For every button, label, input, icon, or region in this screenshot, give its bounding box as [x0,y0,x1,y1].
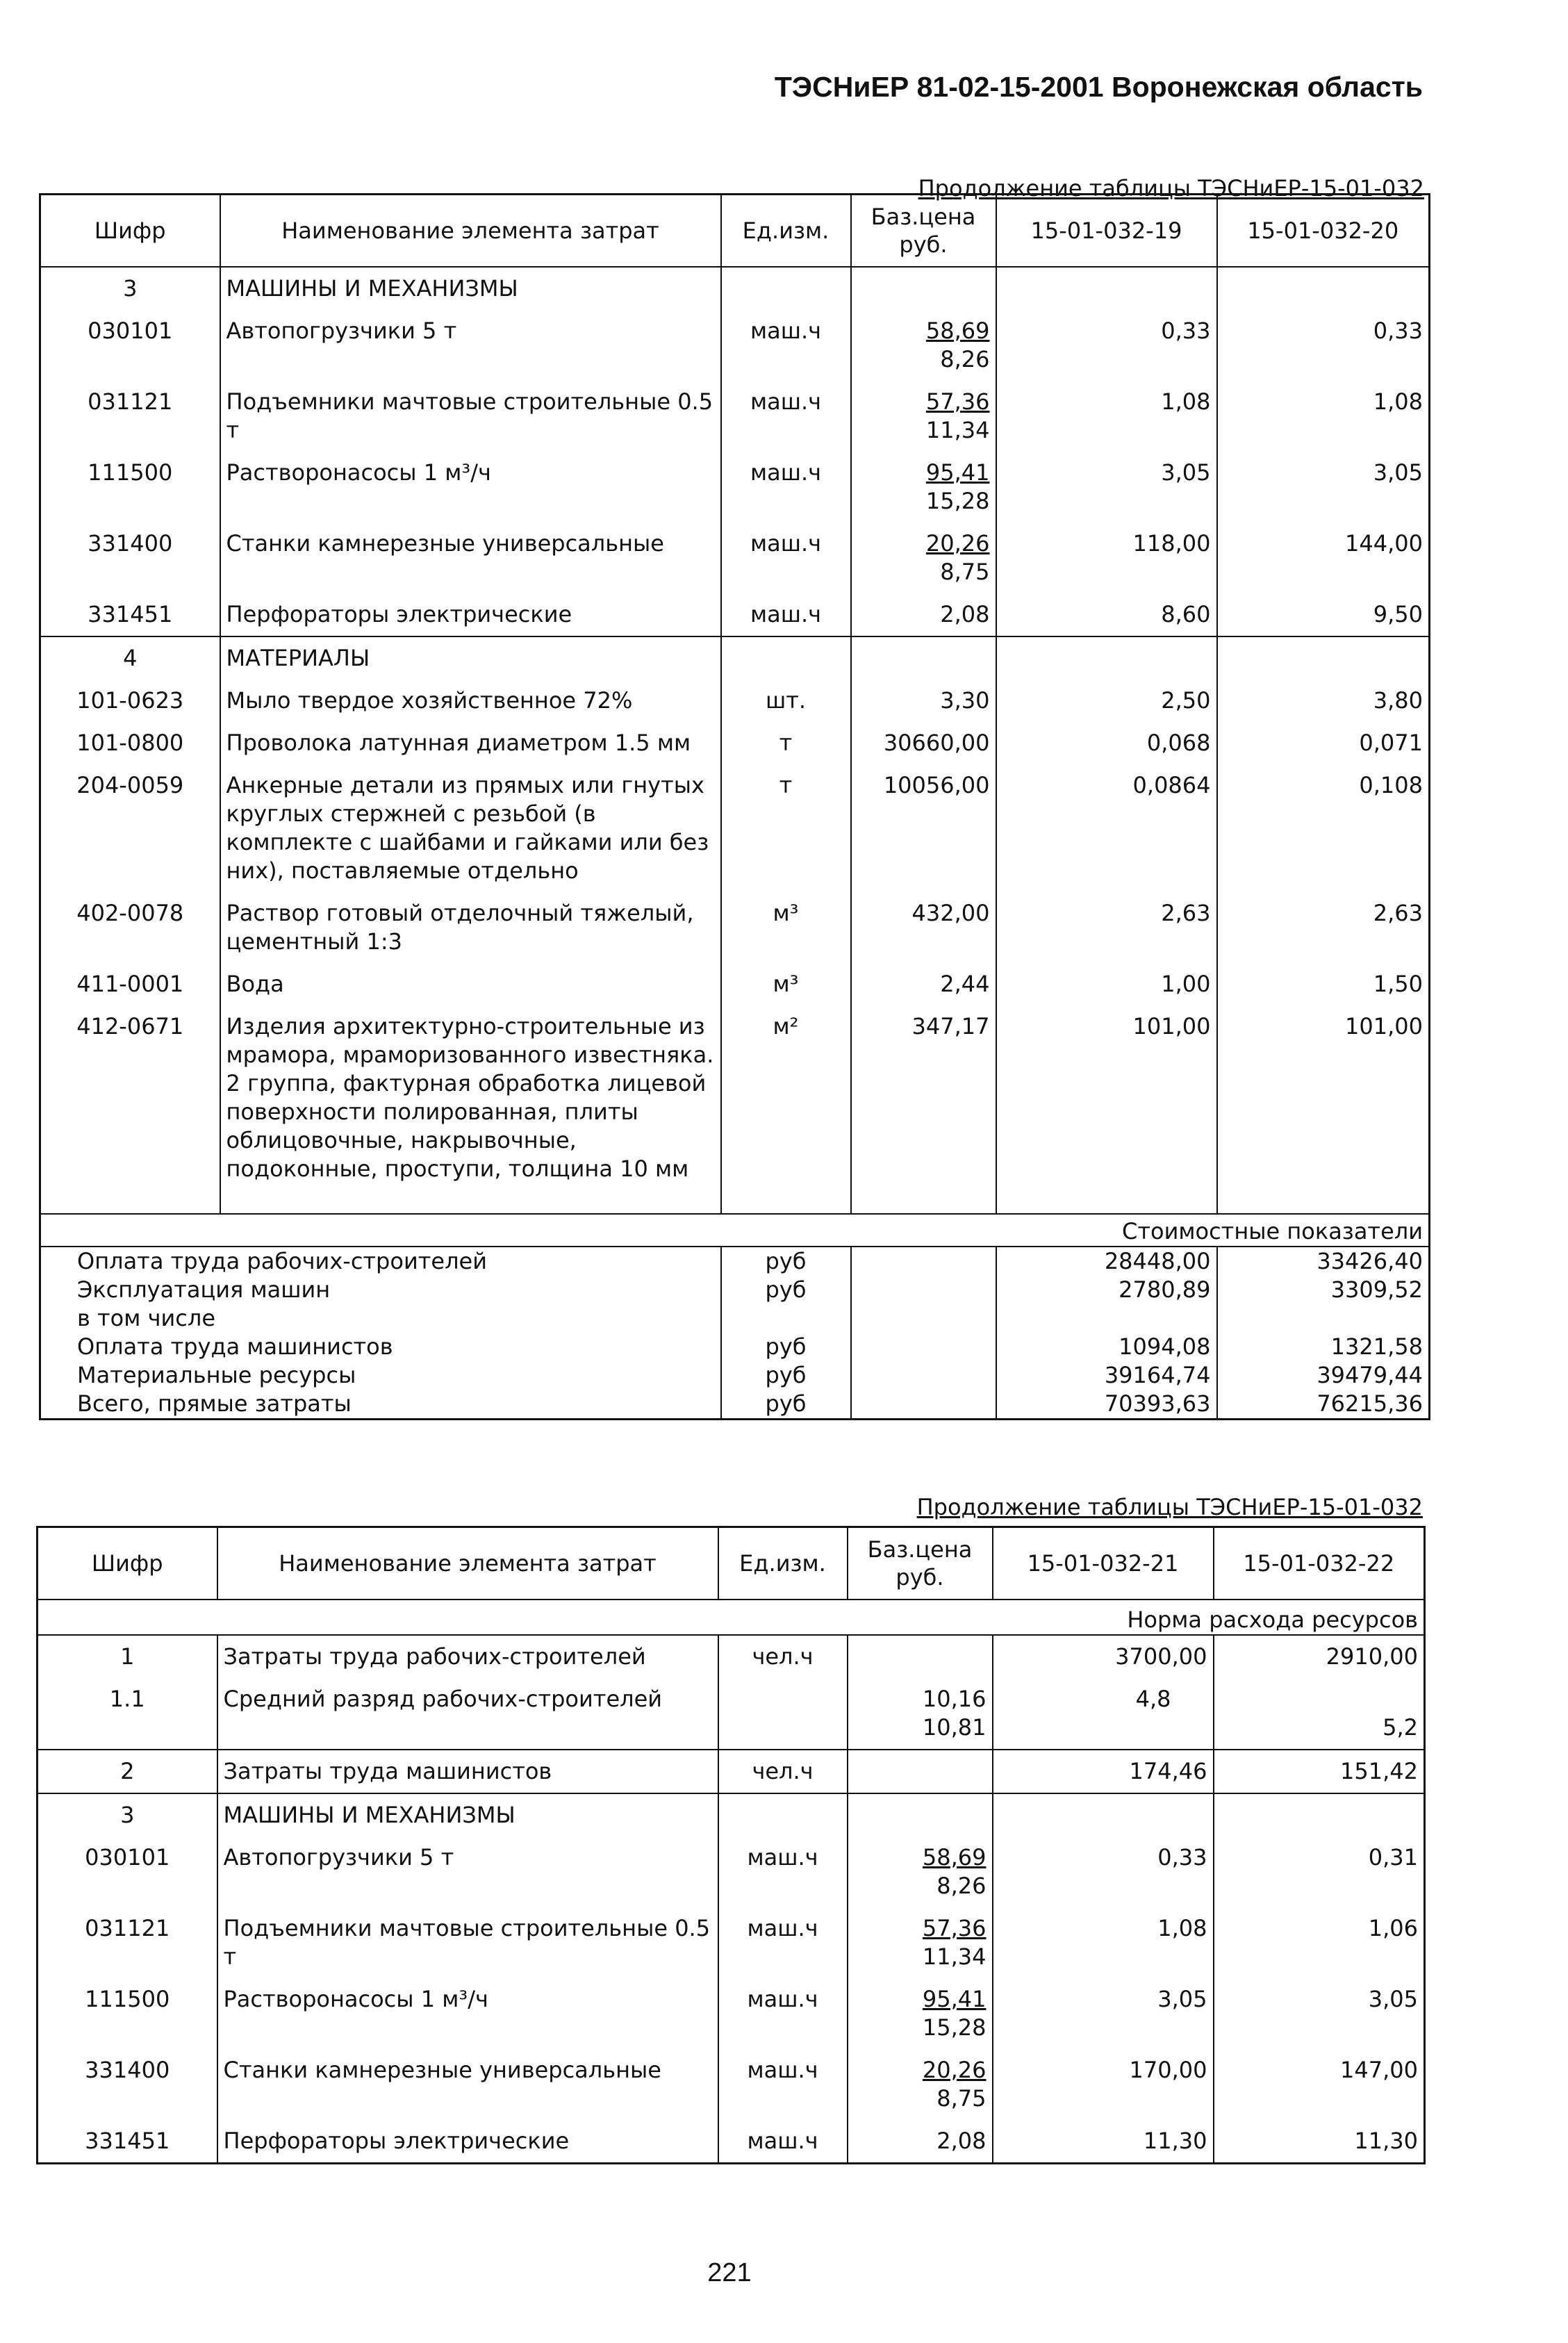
norm-value-2: 144,00 [1345,530,1423,557]
resource-code: 331400 [40,523,220,593]
operator-wage: 11,34 [922,1943,987,1970]
grade-value: 5,2 [1383,1714,1418,1741]
norm-value-2: 0,071 [1359,730,1423,756]
col-header-price: Баз.цена руб. [848,1527,993,1600]
resource-unit: м² [721,1005,851,1214]
cost-value-2: 39479,44 [1317,1362,1423,1388]
base-price-cell [848,2049,993,2120]
cost-name: Всего, прямые затраты [40,1390,721,1420]
norm-value-1: 2,63 [996,892,1217,963]
resource-name: Перфораторы электрические [217,2120,718,2164]
table-row [40,680,1430,722]
empty-cell [996,636,1217,680]
cost-value-2 [1217,1304,1430,1333]
resource-unit: чел.ч [718,1635,848,1678]
grade-value-1 [993,1678,1214,1750]
resource-unit: м³ [721,892,851,963]
cost-unit [721,1304,851,1333]
cost-row [40,1304,1430,1333]
resource-unit: маш.ч [718,2049,848,2120]
empty-cell [1214,1793,1425,1836]
norm-value-1: 0,33 [993,1836,1214,1907]
table-row [38,1836,1425,1907]
table1-caption: Продолжение таблицы ТЭСНиЕР-15-01-032 [918,175,1424,202]
section-code: 3 [38,1793,217,1836]
table-row [40,722,1430,764]
table-row [40,593,1430,636]
norm-value-2: 0,31 [1368,1844,1418,1871]
base-price-cell [851,381,996,452]
table-row [38,2049,1425,2120]
resource-code: 412-0671 [40,1005,220,1214]
cost-unit: руб [721,1361,851,1390]
cost-value-2: 1321,58 [1330,1333,1423,1360]
operator-wage: 8,26 [936,1873,987,1899]
resource-code: 101-0623 [40,680,220,722]
norm-value-1: 101,00 [996,1005,1217,1214]
operator-wage: 8,26 [940,346,990,372]
col-header-norm-21: 15-01-032-21 [993,1527,1214,1600]
norm-value-2: 2,63 [1373,900,1423,926]
resource-name: Подъемники мачтовые строительные 0.5 т [217,1907,718,1978]
operator-wage: 8,75 [940,559,990,585]
section-title: МАТЕРИАЛЫ [220,636,721,680]
resource-code: 331451 [38,2120,217,2164]
base-price-cell: 2,08 [848,2120,993,2164]
norm-value-2: 11,30 [1354,2128,1418,2154]
norm-header-row [38,1600,1425,1635]
norm-value-1: 0,33 [996,310,1217,381]
section-code: 3 [40,267,220,310]
table-row [40,381,1430,452]
resource-code: 402-0078 [40,892,220,963]
cost-value-1: 70393,63 [996,1390,1217,1420]
labor-row [38,1635,1425,1678]
norm-value-2: 1,08 [1373,388,1423,415]
resource-code: 1.1 [38,1678,217,1750]
norm-value-2: 1,06 [1368,1915,1418,1941]
resource-code: 1 [38,1635,217,1678]
cost-name: Эксплуатация машин [40,1276,721,1304]
norm-value-2: 101,00 [1345,1013,1423,1039]
grade-value-2 [1214,1678,1425,1750]
col-header-code: Шифр [38,1527,217,1600]
empty-cell [851,636,996,680]
norm-value-2: 147,00 [1340,2057,1418,2083]
empty-cell [851,1276,996,1304]
col-header-norm-22: 15-01-032-22 [1214,1527,1425,1600]
page-number: 221 [707,2258,752,2287]
norm-value-2: 3,05 [1373,459,1423,486]
table-row [38,1907,1425,1978]
resource-name: Проволока латунная диаметром 1.5 мм [220,722,721,764]
resource-code: 031121 [40,381,220,452]
empty-cell [851,267,996,310]
cost-value-2: 76215,36 [1317,1390,1423,1417]
resource-unit: маш.ч [721,381,851,452]
resource-name: Перфораторы электрические [220,593,721,636]
empty-cell [851,1247,996,1276]
resource-unit: т [721,764,851,892]
resource-name: Подъемники мачтовые строительные 0.5 т [220,381,721,452]
table-row [40,764,1430,892]
base-price-cell: 432,00 [851,892,996,963]
norm-value-2: 151,42 [1214,1750,1425,1793]
col-header-price: Баз.цена руб. [851,195,996,268]
base-price-cell [848,1836,993,1907]
document-header: ТЭСНиЕР 81-02-15-2001 Воронежская область [774,71,1423,103]
cost-name: Оплата труда рабочих-строителей [40,1247,721,1276]
resource-code: 204-0059 [40,764,220,892]
base-price: 57,36 [925,388,990,415]
norm-header: Норма расхода ресурсов [38,1600,1425,1635]
grade-prices [848,1678,993,1750]
cost-value-1: 2780,89 [996,1276,1217,1304]
resource-unit: маш.ч [721,452,851,523]
resource-name: Станки камнерезные универсальные [217,2049,718,2120]
base-price-cell: 2,08 [851,593,996,636]
resource-unit: маш.ч [721,523,851,593]
base-price-cell: 2,44 [851,963,996,1005]
base-price: 58,69 [922,1844,987,1871]
resource-name: Затраты труда машинистов [217,1750,718,1793]
operator-wage: 8,75 [936,2085,987,2112]
resource-name: Средний разряд рабочих-строителей [217,1678,718,1750]
cost-value-2: 3309,52 [1330,1276,1423,1303]
table1 [39,193,1430,1420]
cost-row [40,1390,1430,1420]
table-row [40,523,1430,593]
resource-name: Растворонасосы 1 м³/ч [220,452,721,523]
table2-header-row [38,1527,1425,1600]
section-row [38,1793,1425,1836]
norm-value-1: 1,08 [993,1907,1214,1978]
base-price: 95,41 [925,459,990,486]
resource-name: Раствор готовый отделочный тяжелый, цементный 1:3 [220,892,721,963]
base-price-cell: 30660,00 [851,722,996,764]
table-row [40,310,1430,381]
norm-value-1: 8,60 [996,593,1217,636]
norm-value-1: 0,0864 [996,764,1217,892]
empty-cell [718,1793,848,1836]
norm-value-1: 3,05 [996,452,1217,523]
empty-cell [1217,636,1430,680]
table-row [40,892,1430,963]
base-price: 95,41 [922,1986,987,2012]
norm-value-1: 3700,00 [993,1635,1214,1678]
base-price-cell [851,452,996,523]
resource-unit: маш.ч [718,2120,848,2164]
base-price-cell: 3,30 [851,680,996,722]
section-title: МАШИНЫ И МЕХАНИЗМЫ [217,1793,718,1836]
base-price-cell [848,1907,993,1978]
table1-header-row [40,195,1430,268]
operator-wage: 11,34 [925,417,990,443]
cost-row [40,1247,1430,1276]
resource-unit: маш.ч [718,1907,848,1978]
col-header-name: Наименование элемента затрат [220,195,721,268]
table-row [40,1005,1430,1214]
resource-code: 031121 [38,1907,217,1978]
norm-value-1: 0,068 [996,722,1217,764]
section-title: МАШИНЫ И МЕХАНИЗМЫ [220,267,721,310]
cost-header-row [40,1214,1430,1247]
cost-unit: руб [721,1276,851,1304]
empty-cell [718,1678,848,1750]
base-price-cell [851,523,996,593]
base-price-cell: 347,17 [851,1005,996,1214]
table1-body [40,267,1430,1420]
resource-unit: м³ [721,963,851,1005]
col-header-code: Шифр [40,195,220,268]
resource-name: Автопогрузчики 5 т [217,1836,718,1907]
cost-name: в том числе [40,1304,721,1333]
cost-name: Материальные ресурсы [40,1361,721,1390]
resource-unit: маш.ч [718,1836,848,1907]
resource-code: 111500 [40,452,220,523]
norm-value-1: 11,30 [993,2120,1214,2164]
norm-value-2: 3,05 [1368,1986,1418,2012]
empty-cell [996,267,1217,310]
empty-cell [721,636,851,680]
resource-code: 411-0001 [40,963,220,1005]
resource-code: 2 [38,1750,217,1793]
col-header-name: Наименование элемента затрат [217,1527,718,1600]
cost-value-1 [996,1304,1217,1333]
table2 [36,1526,1426,2164]
resource-code: 030101 [38,1836,217,1907]
cost-value-1: 28448,00 [996,1247,1217,1276]
operator-wage: 15,28 [922,2014,987,2041]
empty-cell [721,267,851,310]
resource-code: 331400 [38,2049,217,2120]
grade-row [38,1678,1425,1750]
resource-unit: чел.ч [718,1750,848,1793]
col-header-norm-19: 15-01-032-19 [996,195,1217,268]
norm-value-2: 3,80 [1373,687,1423,714]
table2-caption: Продолжение таблицы ТЭСНиЕР-15-01-032 [916,1494,1423,1520]
norm-value-1: 2,50 [996,680,1217,722]
resource-name: Затраты труда рабочих-строителей [217,1635,718,1678]
resource-name: Автопогрузчики 5 т [220,310,721,381]
resource-name: Изделия архитектурно-строительные из мрамора, мраморизованного известняка. 2 группа, фактурная обработка лицевой поверхности полированная, плиты облицовочные, накрывочные, подоконные, проступи, толщина 10 мм [220,1005,721,1214]
norm-value-2: 9,50 [1373,601,1423,627]
cost-unit: руб [721,1247,851,1276]
cost-row [40,1276,1430,1304]
base-price: 20,26 [922,2057,987,2083]
norm-value-1: 174,46 [993,1750,1214,1793]
resource-name: Анкерные детали из прямых или гнутых круглых стержней с резьбой (в комплекте с шайбами и гайками или без них), поставляемые отдельно [220,764,721,892]
grade-price-1: 10,16 [922,1686,987,1712]
section-row [40,636,1430,680]
cost-row [40,1333,1430,1361]
table-row [40,963,1430,1005]
resource-unit: т [721,722,851,764]
cost-header: Стоимостные показатели [40,1214,1430,1247]
norm-value-2: 0,33 [1373,318,1423,344]
col-header-unit: Ед.изм. [718,1527,848,1600]
empty-cell [851,1304,996,1333]
cost-unit: руб [721,1333,851,1361]
resource-unit: шт. [721,680,851,722]
resource-unit: маш.ч [721,310,851,381]
table2-body [38,1600,1425,2164]
resource-code: 101-0800 [40,722,220,764]
resource-name: Растворонасосы 1 м³/ч [217,1978,718,2049]
empty-cell [851,1333,996,1361]
norm-value-1: 118,00 [996,523,1217,593]
table-row [40,452,1430,523]
base-price-cell [848,1978,993,2049]
norm-value-1: 170,00 [993,2049,1214,2120]
empty-cell [848,1750,993,1793]
empty-cell [1217,267,1430,310]
grade-price-2: 10,81 [922,1714,987,1741]
section-row [40,267,1430,310]
resource-name: Вода [220,963,721,1005]
table-row [38,1978,1425,2049]
resource-unit: маш.ч [721,593,851,636]
norm-value-1: 1,08 [996,381,1217,452]
norm-value-1: 3,05 [993,1978,1214,2049]
table-row [38,2120,1425,2164]
resource-code: 030101 [40,310,220,381]
resource-code: 331451 [40,593,220,636]
section-code: 4 [40,636,220,680]
grade-value: 4,8 [1135,1686,1171,1712]
cost-value-1: 39164,74 [996,1361,1217,1390]
empty-cell [848,1793,993,1836]
cost-value-2: 33426,40 [1317,1248,1423,1274]
resource-name: Станки камнерезные универсальные [220,523,721,593]
resource-unit: маш.ч [718,1978,848,2049]
norm-value-2: 2910,00 [1326,1643,1418,1670]
norm-value-2: 1,50 [1373,971,1423,997]
base-price-cell: 10056,00 [851,764,996,892]
empty-cell [851,1390,996,1420]
cost-value-1: 1094,08 [996,1333,1217,1361]
base-price: 57,36 [922,1915,987,1941]
operator-wage: 15,28 [925,488,990,514]
cost-row [40,1361,1430,1390]
norm-value-2: 0,108 [1359,772,1423,798]
empty-cell [851,1361,996,1390]
empty-cell [993,1793,1214,1836]
col-header-norm-20: 15-01-032-20 [1217,195,1430,268]
col-header-unit: Ед.изм. [721,195,851,268]
cost-name: Оплата труда машинистов [40,1333,721,1361]
resource-name: Мыло твердое хозяйственное 72% [220,680,721,722]
base-price-cell [851,310,996,381]
operators-row [38,1750,1425,1793]
base-price: 20,26 [925,530,990,557]
resource-code: 111500 [38,1978,217,2049]
empty-cell [848,1635,993,1678]
base-price: 58,69 [925,318,990,344]
norm-value-1: 1,00 [996,963,1217,1005]
cost-unit: руб [721,1390,851,1420]
